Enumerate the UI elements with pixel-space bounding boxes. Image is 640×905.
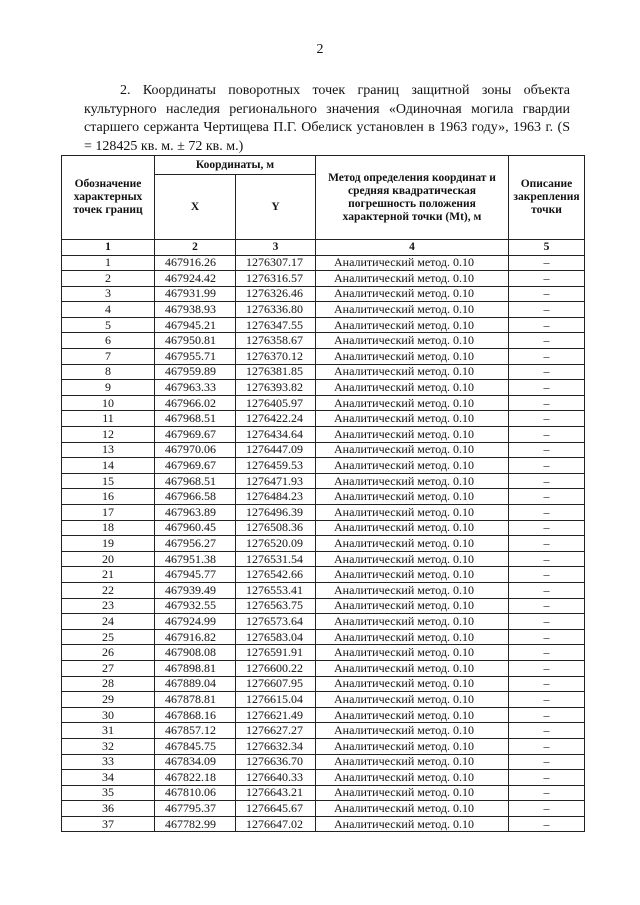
point-number: 14: [62, 458, 155, 474]
fixing-description: –: [509, 427, 585, 443]
table-row: [62, 551, 585, 567]
method-accuracy: Аналитический метод. 0.10: [316, 333, 509, 349]
coord-y: 1276643.21: [236, 785, 316, 801]
method-accuracy: Аналитический метод. 0.10: [316, 520, 509, 536]
method-accuracy: Аналитический метод. 0.10: [316, 692, 509, 708]
fixing-description: –: [509, 364, 585, 380]
page-number: 2: [316, 42, 324, 57]
table-row: [62, 489, 585, 505]
point-number: 34: [62, 770, 155, 786]
table-row: [62, 738, 585, 754]
header-method: Метод определения координат и средняя квадратическая погрешность положения характерной точки (Mt), м: [316, 156, 509, 240]
method-accuracy: Аналитический метод. 0.10: [316, 582, 509, 598]
coord-x: 467889.04: [155, 676, 236, 692]
coord-y: 1276553.41: [236, 582, 316, 598]
point-number: 8: [62, 364, 155, 380]
column-number: 5: [509, 240, 585, 256]
point-number: 28: [62, 676, 155, 692]
table-row: [62, 567, 585, 583]
column-number: 2: [155, 240, 236, 256]
coord-y: 1276484.23: [236, 489, 316, 505]
method-accuracy: Аналитический метод. 0.10: [316, 271, 509, 287]
table-row: [62, 505, 585, 521]
point-number: 37: [62, 816, 155, 832]
point-number: 3: [62, 286, 155, 302]
table-row: [62, 395, 585, 411]
coord-y: 1276640.33: [236, 770, 316, 786]
fixing-description: –: [509, 676, 585, 692]
table-row: [62, 458, 585, 474]
coord-x: 467782.99: [155, 816, 236, 832]
fixing-description: –: [509, 255, 585, 271]
coord-x: 467857.12: [155, 723, 236, 739]
coord-y: 1276370.12: [236, 349, 316, 365]
coord-x: 467924.42: [155, 271, 236, 287]
fixing-description: –: [509, 505, 585, 521]
point-number: 25: [62, 629, 155, 645]
fixing-description: –: [509, 286, 585, 302]
coord-y: 1276347.55: [236, 317, 316, 333]
table-row: [62, 271, 585, 287]
coord-x: 467931.99: [155, 286, 236, 302]
header-description: Описание закрепления точки: [509, 156, 585, 240]
header-coordinates: Координаты, м: [155, 156, 316, 175]
header-point-label: Обозначение характерных точек границ: [62, 156, 155, 240]
fixing-description: –: [509, 442, 585, 458]
table-row: [62, 364, 585, 380]
table-row: [62, 770, 585, 786]
fixing-description: –: [509, 536, 585, 552]
fixing-description: –: [509, 520, 585, 536]
fixing-description: –: [509, 785, 585, 801]
fixing-description: –: [509, 567, 585, 583]
point-number: 35: [62, 785, 155, 801]
coord-x: 467845.75: [155, 738, 236, 754]
coord-y: 1276496.39: [236, 505, 316, 521]
table-row: [62, 598, 585, 614]
method-accuracy: Аналитический метод. 0.10: [316, 380, 509, 396]
coord-y: 1276459.53: [236, 458, 316, 474]
table-row: [62, 723, 585, 739]
coord-x: 467810.06: [155, 785, 236, 801]
point-number: 19: [62, 536, 155, 552]
coord-y: 1276583.04: [236, 629, 316, 645]
fixing-description: –: [509, 302, 585, 318]
coord-y: 1276600.22: [236, 660, 316, 676]
table-row: [62, 582, 585, 598]
coord-x: 467945.77: [155, 567, 236, 583]
fixing-description: –: [509, 333, 585, 349]
coord-y: 1276591.91: [236, 645, 316, 661]
coord-y: 1276434.64: [236, 427, 316, 443]
coord-y: 1276471.93: [236, 473, 316, 489]
table-row: [62, 785, 585, 801]
point-number: 33: [62, 754, 155, 770]
fixing-description: –: [509, 598, 585, 614]
fixing-description: –: [509, 770, 585, 786]
column-number: 4: [316, 240, 509, 256]
coord-y: 1276632.34: [236, 738, 316, 754]
coord-y: 1276508.36: [236, 520, 316, 536]
coord-y: 1276405.97: [236, 395, 316, 411]
method-accuracy: Аналитический метод. 0.10: [316, 754, 509, 770]
coord-x: 467959.89: [155, 364, 236, 380]
fixing-description: –: [509, 692, 585, 708]
table-row: [62, 380, 585, 396]
point-number: 15: [62, 473, 155, 489]
method-accuracy: Аналитический метод. 0.10: [316, 660, 509, 676]
method-accuracy: Аналитический метод. 0.10: [316, 738, 509, 754]
coord-y: 1276447.09: [236, 442, 316, 458]
method-accuracy: Аналитический метод. 0.10: [316, 286, 509, 302]
coord-y: 1276542.66: [236, 567, 316, 583]
coord-x: 467924.99: [155, 614, 236, 630]
point-number: 23: [62, 598, 155, 614]
fixing-description: –: [509, 411, 585, 427]
table-row: [62, 333, 585, 349]
table-row: [62, 660, 585, 676]
point-number: 22: [62, 582, 155, 598]
coord-x: 467966.02: [155, 395, 236, 411]
coord-x: 467968.51: [155, 411, 236, 427]
table-row: [62, 614, 585, 630]
method-accuracy: Аналитический метод. 0.10: [316, 629, 509, 645]
method-accuracy: Аналитический метод. 0.10: [316, 442, 509, 458]
column-number: 1: [62, 240, 155, 256]
point-number: 5: [62, 317, 155, 333]
method-accuracy: Аналитический метод. 0.10: [316, 536, 509, 552]
coord-x: 467956.27: [155, 536, 236, 552]
table-row: [62, 676, 585, 692]
fixing-description: –: [509, 660, 585, 676]
coord-x: 467968.51: [155, 473, 236, 489]
coord-y: 1276336.80: [236, 302, 316, 318]
coord-x: 467868.16: [155, 707, 236, 723]
fixing-description: –: [509, 645, 585, 661]
method-accuracy: Аналитический метод. 0.10: [316, 302, 509, 318]
method-accuracy: Аналитический метод. 0.10: [316, 489, 509, 505]
fixing-description: –: [509, 582, 585, 598]
coord-y: 1276326.46: [236, 286, 316, 302]
method-accuracy: Аналитический метод. 0.10: [316, 364, 509, 380]
table-row: [62, 692, 585, 708]
header-x: X: [155, 175, 236, 240]
coord-x: 467960.45: [155, 520, 236, 536]
table-row: [62, 629, 585, 645]
table-row: [62, 801, 585, 817]
coord-y: 1276316.57: [236, 271, 316, 287]
table-row: [62, 473, 585, 489]
method-accuracy: Аналитический метод. 0.10: [316, 505, 509, 521]
point-number: 17: [62, 505, 155, 521]
table-row: [62, 816, 585, 832]
coord-y: 1276393.82: [236, 380, 316, 396]
point-number: 16: [62, 489, 155, 505]
method-accuracy: Аналитический метод. 0.10: [316, 349, 509, 365]
method-accuracy: Аналитический метод. 0.10: [316, 676, 509, 692]
coord-y: 1276621.49: [236, 707, 316, 723]
method-accuracy: Аналитический метод. 0.10: [316, 614, 509, 630]
coord-x: 467916.82: [155, 629, 236, 645]
coord-x: 467955.71: [155, 349, 236, 365]
fixing-description: –: [509, 551, 585, 567]
point-number: 4: [62, 302, 155, 318]
method-accuracy: Аналитический метод. 0.10: [316, 395, 509, 411]
table-row: [62, 427, 585, 443]
point-number: 12: [62, 427, 155, 443]
coord-y: 1276615.04: [236, 692, 316, 708]
coord-y: 1276647.02: [236, 816, 316, 832]
coord-y: 1276520.09: [236, 536, 316, 552]
method-accuracy: Аналитический метод. 0.10: [316, 317, 509, 333]
method-accuracy: Аналитический метод. 0.10: [316, 473, 509, 489]
coord-y: 1276422.24: [236, 411, 316, 427]
point-number: 21: [62, 567, 155, 583]
coord-x: 467970.06: [155, 442, 236, 458]
coord-x: 467795.37: [155, 801, 236, 817]
fixing-description: –: [509, 395, 585, 411]
fixing-description: –: [509, 707, 585, 723]
coord-x: 467969.67: [155, 458, 236, 474]
coord-y: 1276563.75: [236, 598, 316, 614]
fixing-description: –: [509, 489, 585, 505]
table-row: [62, 707, 585, 723]
fixing-description: –: [509, 349, 585, 365]
coord-y: 1276307.17: [236, 255, 316, 271]
method-accuracy: Аналитический метод. 0.10: [316, 801, 509, 817]
point-number: 36: [62, 801, 155, 817]
point-number: 6: [62, 333, 155, 349]
method-accuracy: Аналитический метод. 0.10: [316, 411, 509, 427]
point-number: 9: [62, 380, 155, 396]
fixing-description: –: [509, 723, 585, 739]
point-number: 20: [62, 551, 155, 567]
coord-y: 1276573.64: [236, 614, 316, 630]
method-accuracy: Аналитический метод. 0.10: [316, 723, 509, 739]
fixing-description: –: [509, 629, 585, 645]
coord-y: 1276358.67: [236, 333, 316, 349]
coord-x: 467939.49: [155, 582, 236, 598]
coord-x: 467969.67: [155, 427, 236, 443]
point-number: 1: [62, 255, 155, 271]
point-number: 31: [62, 723, 155, 739]
method-accuracy: Аналитический метод. 0.10: [316, 567, 509, 583]
point-number: 18: [62, 520, 155, 536]
table-row: [62, 754, 585, 770]
point-number: 26: [62, 645, 155, 661]
table-row: [62, 536, 585, 552]
point-number: 10: [62, 395, 155, 411]
table-row: [62, 255, 585, 271]
table-row: [62, 302, 585, 318]
fixing-description: –: [509, 317, 585, 333]
table-row: [62, 286, 585, 302]
fixing-description: –: [509, 816, 585, 832]
header-y: Y: [236, 175, 316, 240]
coord-x: 467898.81: [155, 660, 236, 676]
coord-x: 467963.89: [155, 505, 236, 521]
coord-x: 467916.26: [155, 255, 236, 271]
table-row: [62, 645, 585, 661]
coord-x: 467822.18: [155, 770, 236, 786]
fixing-description: –: [509, 614, 585, 630]
coord-x: 467950.81: [155, 333, 236, 349]
method-accuracy: Аналитический метод. 0.10: [316, 255, 509, 271]
coord-y: 1276636.70: [236, 754, 316, 770]
column-number: 3: [236, 240, 316, 256]
coord-x: 467932.55: [155, 598, 236, 614]
coord-y: 1276531.54: [236, 551, 316, 567]
coord-y: 1276381.85: [236, 364, 316, 380]
method-accuracy: Аналитический метод. 0.10: [316, 458, 509, 474]
method-accuracy: Аналитический метод. 0.10: [316, 427, 509, 443]
method-accuracy: Аналитический метод. 0.10: [316, 551, 509, 567]
coord-x: 467963.33: [155, 380, 236, 396]
fixing-description: –: [509, 473, 585, 489]
fixing-description: –: [509, 754, 585, 770]
point-number: 11: [62, 411, 155, 427]
point-number: 27: [62, 660, 155, 676]
table-row: [62, 317, 585, 333]
table-row: [62, 442, 585, 458]
coord-y: 1276645.67: [236, 801, 316, 817]
coord-x: 467945.21: [155, 317, 236, 333]
coord-x: 467938.93: [155, 302, 236, 318]
table-row: [62, 349, 585, 365]
table-row: [62, 520, 585, 536]
coord-x: 467966.58: [155, 489, 236, 505]
coord-x: 467908.08: [155, 645, 236, 661]
fixing-description: –: [509, 271, 585, 287]
method-accuracy: Аналитический метод. 0.10: [316, 707, 509, 723]
point-number: 13: [62, 442, 155, 458]
point-number: 29: [62, 692, 155, 708]
point-number: 24: [62, 614, 155, 630]
method-accuracy: Аналитический метод. 0.10: [316, 598, 509, 614]
coord-y: 1276607.95: [236, 676, 316, 692]
point-number: 30: [62, 707, 155, 723]
coord-x: 467878.81: [155, 692, 236, 708]
fixing-description: –: [509, 458, 585, 474]
method-accuracy: Аналитический метод. 0.10: [316, 645, 509, 661]
fixing-description: –: [509, 738, 585, 754]
coord-y: 1276627.27: [236, 723, 316, 739]
section-heading: 2. Координаты поворотных точек границ защитной зоны объекта культурного наследия регионального значения «Одиночная могила гвардии старшего сержанта Чертищева П.Г. Обелиск установлен в 1963 году», 1963 г. (S = 128425 кв. м. ± 72 кв. м.): [84, 83, 570, 154]
method-accuracy: Аналитический метод. 0.10: [316, 816, 509, 832]
point-number: 32: [62, 738, 155, 754]
point-number: 7: [62, 349, 155, 365]
coordinates-table: [61, 155, 585, 832]
point-number: 2: [62, 271, 155, 287]
fixing-description: –: [509, 801, 585, 817]
method-accuracy: Аналитический метод. 0.10: [316, 770, 509, 786]
fixing-description: –: [509, 380, 585, 396]
coord-x: 467834.09: [155, 754, 236, 770]
coord-x: 467951.38: [155, 551, 236, 567]
table-row: [62, 411, 585, 427]
method-accuracy: Аналитический метод. 0.10: [316, 785, 509, 801]
